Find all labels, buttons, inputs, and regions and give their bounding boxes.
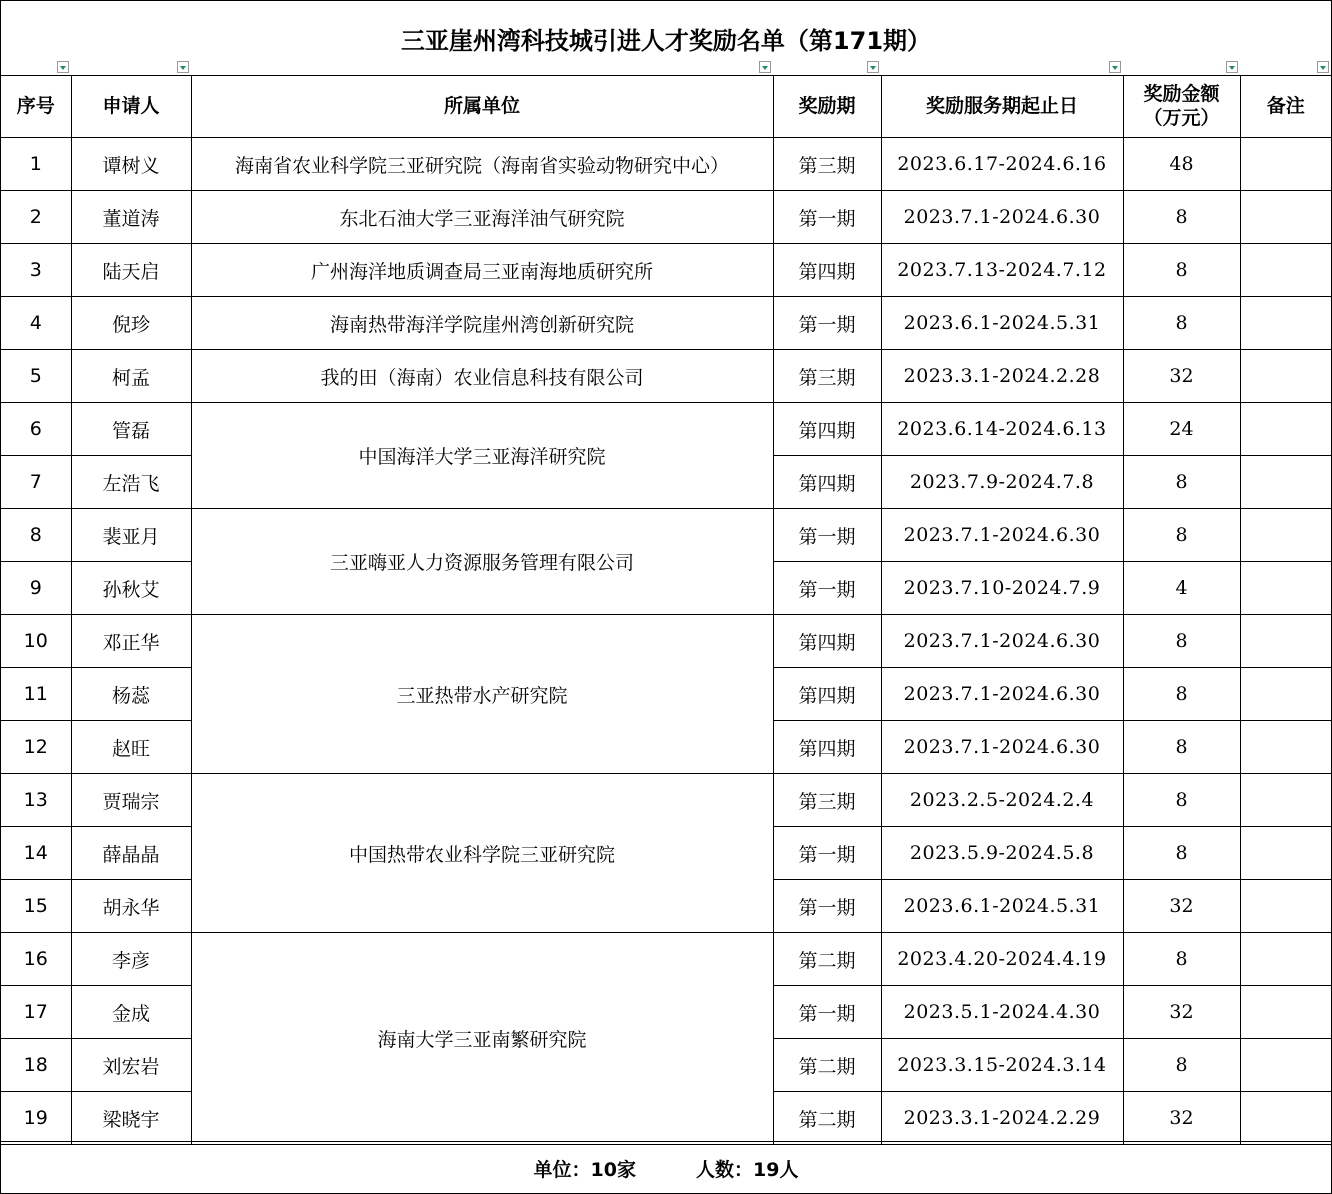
cell-amount: 32 bbox=[1123, 350, 1240, 403]
cell-period: 第二期 bbox=[773, 1039, 881, 1092]
cell-applicant: 邓正华 bbox=[71, 615, 191, 668]
sheet-title: 三亚崖州湾科技城引进人才奖励名单（第171期） bbox=[1, 1, 1331, 76]
cell-dates: 2023.6.14-2024.6.13 bbox=[881, 403, 1123, 456]
filter-dropdown-icon[interactable] bbox=[177, 61, 189, 73]
cell-period: 第一期 bbox=[773, 297, 881, 350]
filter-dropdown-icon[interactable] bbox=[1109, 61, 1121, 73]
cell-period: 第四期 bbox=[773, 244, 881, 297]
cell-note bbox=[1240, 403, 1331, 456]
cell-seq: 9 bbox=[1, 562, 71, 615]
cell-note bbox=[1240, 1092, 1331, 1145]
cell-seq: 5 bbox=[1, 350, 71, 403]
cell-note bbox=[1240, 880, 1331, 933]
header-amount-line1: 奖励金额 bbox=[1143, 83, 1220, 105]
cell-unit: 广州海洋地质调查局三亚南海地质研究所 bbox=[191, 244, 773, 297]
cell-period: 第一期 bbox=[773, 827, 881, 880]
cell-unit: 三亚嗨亚人力资源服务管理有限公司 bbox=[191, 509, 773, 615]
table-row bbox=[1, 350, 1331, 403]
cell-dates: 2023.4.20-2024.4.19 bbox=[881, 933, 1123, 986]
table-row bbox=[1, 509, 1331, 562]
cell-note bbox=[1240, 615, 1331, 668]
cell-note bbox=[1240, 721, 1331, 774]
cell-dates: 2023.7.1-2024.6.30 bbox=[881, 721, 1123, 774]
cell-dates: 2023.7.9-2024.7.8 bbox=[881, 456, 1123, 509]
header-seq: 序号 bbox=[1, 75, 71, 138]
filter-dropdown-icon[interactable] bbox=[1226, 61, 1238, 73]
cell-amount: 8 bbox=[1123, 244, 1240, 297]
cell-note bbox=[1240, 668, 1331, 721]
cell-seq: 18 bbox=[1, 1039, 71, 1092]
header-amount bbox=[1123, 75, 1240, 138]
cell-applicant: 谭树义 bbox=[71, 138, 191, 191]
cell-dates: 2023.7.1-2024.6.30 bbox=[881, 615, 1123, 668]
cell-applicant: 金成 bbox=[71, 986, 191, 1039]
table-body bbox=[1, 138, 1331, 1145]
cell-note bbox=[1240, 933, 1331, 986]
table-row bbox=[1, 615, 1331, 668]
cell-seq: 11 bbox=[1, 668, 71, 721]
cell-dates: 2023.3.1-2024.2.28 bbox=[881, 350, 1123, 403]
cell-period: 第四期 bbox=[773, 456, 881, 509]
filter-dropdown-icon[interactable] bbox=[867, 61, 879, 73]
cell-period: 第三期 bbox=[773, 350, 881, 403]
cell-applicant: 胡永华 bbox=[71, 880, 191, 933]
header-amount-line2: （万元） bbox=[1143, 107, 1220, 129]
cell-amount: 32 bbox=[1123, 880, 1240, 933]
cell-seq: 10 bbox=[1, 615, 71, 668]
cell-applicant: 梁晓宇 bbox=[71, 1092, 191, 1145]
cell-dates: 2023.7.13-2024.7.12 bbox=[881, 244, 1123, 297]
cell-amount: 8 bbox=[1123, 1039, 1240, 1092]
filter-dropdown-icon[interactable] bbox=[759, 61, 771, 73]
people-count: 人数：19人 bbox=[696, 1158, 799, 1181]
cell-dates: 2023.7.1-2024.6.30 bbox=[881, 509, 1123, 562]
cell-unit: 海南热带海洋学院崖州湾创新研究院 bbox=[191, 297, 773, 350]
cell-dates: 2023.7.1-2024.6.30 bbox=[881, 668, 1123, 721]
cell-amount: 32 bbox=[1123, 986, 1240, 1039]
cell-amount: 8 bbox=[1123, 509, 1240, 562]
cell-note bbox=[1240, 509, 1331, 562]
cell-applicant: 陆天启 bbox=[71, 244, 191, 297]
cell-applicant: 杨蕊 bbox=[71, 668, 191, 721]
table-row bbox=[1, 403, 1331, 456]
cell-amount: 8 bbox=[1123, 827, 1240, 880]
cell-unit: 三亚热带水产研究院 bbox=[191, 615, 773, 774]
cell-period: 第四期 bbox=[773, 615, 881, 668]
cell-amount: 4 bbox=[1123, 562, 1240, 615]
cell-dates: 2023.3.1-2024.2.29 bbox=[881, 1092, 1123, 1145]
cell-applicant: 柯孟 bbox=[71, 350, 191, 403]
cell-seq: 13 bbox=[1, 774, 71, 827]
cell-note bbox=[1240, 827, 1331, 880]
header-name: 申请人 bbox=[71, 75, 191, 138]
cell-applicant: 倪珍 bbox=[71, 297, 191, 350]
cell-note bbox=[1240, 774, 1331, 827]
cell-note bbox=[1240, 191, 1331, 244]
cell-seq: 8 bbox=[1, 509, 71, 562]
cell-period: 第二期 bbox=[773, 1092, 881, 1145]
header-dates: 奖励服务期起止日 bbox=[881, 75, 1123, 138]
cell-note bbox=[1240, 297, 1331, 350]
cell-period: 第四期 bbox=[773, 668, 881, 721]
cell-seq: 14 bbox=[1, 827, 71, 880]
cell-period: 第一期 bbox=[773, 509, 881, 562]
cell-seq: 2 bbox=[1, 191, 71, 244]
cell-seq: 19 bbox=[1, 1092, 71, 1145]
cell-applicant: 孙秋艾 bbox=[71, 562, 191, 615]
cell-amount: 32 bbox=[1123, 1092, 1240, 1145]
cell-seq: 17 bbox=[1, 986, 71, 1039]
cell-seq: 12 bbox=[1, 721, 71, 774]
header-unit: 所属单位 bbox=[191, 75, 773, 138]
filter-dropdown-icon[interactable] bbox=[57, 61, 69, 73]
cell-amount: 24 bbox=[1123, 403, 1240, 456]
cell-applicant: 薛晶晶 bbox=[71, 827, 191, 880]
cell-amount: 8 bbox=[1123, 615, 1240, 668]
cell-period: 第一期 bbox=[773, 191, 881, 244]
cell-note bbox=[1240, 1039, 1331, 1092]
cell-amount: 8 bbox=[1123, 668, 1240, 721]
cell-dates: 2023.3.15-2024.3.14 bbox=[881, 1039, 1123, 1092]
cell-dates: 2023.6.1-2024.5.31 bbox=[881, 297, 1123, 350]
cell-amount: 8 bbox=[1123, 721, 1240, 774]
cell-applicant: 董道涛 bbox=[71, 191, 191, 244]
cell-amount: 8 bbox=[1123, 933, 1240, 986]
cell-note bbox=[1240, 350, 1331, 403]
cell-seq: 1 bbox=[1, 138, 71, 191]
filter-dropdown-icon[interactable] bbox=[1317, 61, 1329, 73]
cell-dates: 2023.7.1-2024.6.30 bbox=[881, 191, 1123, 244]
cell-period: 第一期 bbox=[773, 562, 881, 615]
cell-period: 第四期 bbox=[773, 403, 881, 456]
header-row bbox=[1, 75, 1331, 138]
table-row bbox=[1, 191, 1331, 244]
cell-seq: 15 bbox=[1, 880, 71, 933]
header-note: 备注 bbox=[1240, 75, 1331, 138]
cell-amount: 8 bbox=[1123, 456, 1240, 509]
cell-dates: 2023.5.1-2024.4.30 bbox=[881, 986, 1123, 1039]
cell-dates: 2023.6.1-2024.5.31 bbox=[881, 880, 1123, 933]
cell-amount: 8 bbox=[1123, 774, 1240, 827]
cell-note bbox=[1240, 138, 1331, 191]
cell-unit: 我的田（海南）农业信息科技有限公司 bbox=[191, 350, 773, 403]
cell-period: 第一期 bbox=[773, 880, 881, 933]
cell-seq: 7 bbox=[1, 456, 71, 509]
unit-count: 单位：10家 bbox=[533, 1158, 636, 1181]
cell-period: 第一期 bbox=[773, 986, 881, 1039]
award-table bbox=[1, 75, 1331, 1145]
cell-period: 第二期 bbox=[773, 933, 881, 986]
cell-period: 第三期 bbox=[773, 138, 881, 191]
summary-footer bbox=[1, 1141, 1331, 1194]
table-row bbox=[1, 138, 1331, 191]
cell-applicant: 管磊 bbox=[71, 403, 191, 456]
cell-amount: 48 bbox=[1123, 138, 1240, 191]
cell-note bbox=[1240, 986, 1331, 1039]
table-row bbox=[1, 774, 1331, 827]
cell-dates: 2023.2.5-2024.2.4 bbox=[881, 774, 1123, 827]
cell-dates: 2023.6.17-2024.6.16 bbox=[881, 138, 1123, 191]
header-period: 奖励期 bbox=[773, 75, 881, 138]
cell-applicant: 刘宏岩 bbox=[71, 1039, 191, 1092]
cell-applicant: 赵旺 bbox=[71, 721, 191, 774]
cell-unit: 海南省农业科学院三亚研究院（海南省实验动物研究中心） bbox=[191, 138, 773, 191]
cell-seq: 6 bbox=[1, 403, 71, 456]
cell-amount: 8 bbox=[1123, 191, 1240, 244]
cell-unit: 海南大学三亚南繁研究院 bbox=[191, 933, 773, 1145]
cell-dates: 2023.7.10-2024.7.9 bbox=[881, 562, 1123, 615]
cell-note bbox=[1240, 562, 1331, 615]
cell-seq: 3 bbox=[1, 244, 71, 297]
table-row bbox=[1, 297, 1331, 350]
cell-seq: 4 bbox=[1, 297, 71, 350]
cell-applicant: 裴亚月 bbox=[71, 509, 191, 562]
cell-note bbox=[1240, 244, 1331, 297]
table-row bbox=[1, 933, 1331, 986]
cell-applicant: 李彦 bbox=[71, 933, 191, 986]
cell-period: 第三期 bbox=[773, 774, 881, 827]
table-row bbox=[1, 244, 1331, 297]
cell-applicant: 贾瑞宗 bbox=[71, 774, 191, 827]
cell-seq: 16 bbox=[1, 933, 71, 986]
cell-unit: 中国海洋大学三亚海洋研究院 bbox=[191, 403, 773, 509]
cell-amount: 8 bbox=[1123, 297, 1240, 350]
cell-unit: 中国热带农业科学院三亚研究院 bbox=[191, 774, 773, 933]
cell-applicant: 左浩飞 bbox=[71, 456, 191, 509]
cell-period: 第四期 bbox=[773, 721, 881, 774]
cell-unit: 东北石油大学三亚海洋油气研究院 bbox=[191, 191, 773, 244]
cell-dates: 2023.5.9-2024.5.8 bbox=[881, 827, 1123, 880]
cell-note bbox=[1240, 456, 1331, 509]
